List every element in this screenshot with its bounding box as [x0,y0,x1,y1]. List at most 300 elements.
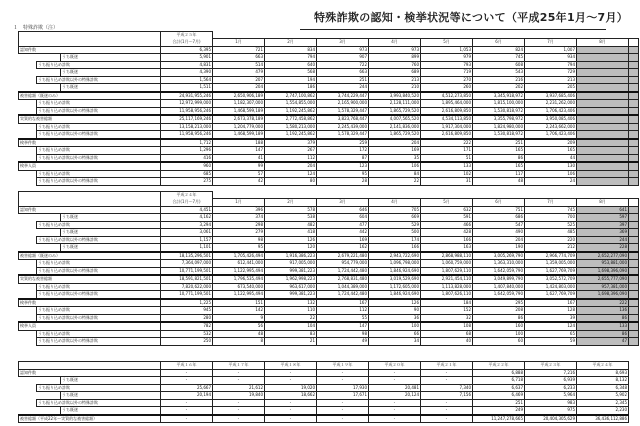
month-cell: 259 [317,139,369,147]
month-header: 7月 [525,39,577,47]
total-cell: 10,771,199,501 [161,267,213,275]
total-cell: 1,564 [161,76,213,84]
month-cell: 56 [213,322,265,330]
month-cell: 1,578,329,447 [317,131,369,139]
month-cell: 124 [525,322,577,330]
month-cell: 188 [213,139,265,147]
month-cell: 3,019,529,690 [369,275,421,283]
header-blank [19,32,161,47]
year-cell: - [317,399,369,407]
month-cell: 2,679,221,480 [317,252,369,260]
month-cell: 2,966,774,709 [525,252,577,260]
total-cell: 280 [161,314,213,322]
table-row [19,267,639,275]
month-cell: 210 [369,84,421,92]
month-cell [577,123,629,131]
year-cell: 20,124 [369,392,421,400]
year-header: 平成１８年 [265,362,317,370]
month-cell: 2,673,378,189 [213,115,265,123]
row-label: 実質的な被害総額 [19,275,161,283]
month-cell: 169 [317,236,369,244]
month-cell: 1,706,423,406 [525,107,577,115]
month-cell: 1,096,798,000 [369,260,421,268]
month-cell: 222 [421,139,473,147]
month-cell [629,252,639,260]
month-cell [577,147,629,155]
month-cell [629,170,639,178]
year-cell: 6,637 [473,384,525,392]
year-cell: 21,612 [213,384,265,392]
indent-spacer [19,178,37,186]
month-cell: 529 [369,221,421,229]
month-cell [629,131,639,139]
month-header: 8月 [577,39,629,47]
month-cell [629,221,639,229]
month-cell [629,244,639,252]
indent-spacer [37,377,61,385]
month-cell: 47 [577,338,629,346]
month-cell: 8 [213,338,265,346]
year-cell: 6,888 [473,369,525,377]
month-cell: 1,053 [421,46,473,54]
indent-spacer [19,107,37,115]
month-cell: 834 [265,46,317,54]
total-cell: 1,511 [161,84,213,92]
table-row [19,214,639,222]
month-cell: 1,182,307,000 [213,100,265,108]
month-cell: 39 [525,314,577,322]
month-cell: 110 [265,307,317,315]
month-cell: 899 [369,54,421,62]
month-cell: 597 [577,214,629,222]
month-cell: 83 [265,330,317,338]
month-cell [629,46,639,54]
month-cell: 1,917,304,000 [421,123,473,131]
table-row [19,283,639,291]
month-cell [629,291,639,299]
month-cell: 640 [265,61,317,69]
indent-spacer [19,267,37,275]
month-cell: 1,122,995,494 [213,267,265,275]
month-cell: 721 [213,46,265,54]
month-cell: 2,165,900,000 [317,100,369,108]
month-cell: 204 [369,139,421,147]
year-header: 平成２４年 [577,362,629,370]
row-label: 実質的な被害総額 [19,115,161,123]
month-cell: 1,554,855,000 [265,100,317,108]
total-cell: 7,364,097,000 [161,260,213,268]
table-row [19,244,639,252]
month-cell: 104 [265,322,317,330]
month-cell: 669 [369,214,421,222]
month-cell: 477 [317,221,369,229]
month-cell: 578 [265,206,317,214]
month-cell: 1,060,759,000 [421,260,473,268]
month-cell: 2,747,100,862 [265,92,317,100]
month-cell: 543 [473,69,525,77]
indent-spacer [19,170,37,178]
year-cell: 5,902 [577,392,629,400]
month-cell [629,260,639,268]
month-cell: 60 [473,338,525,346]
month-cell [577,84,629,92]
year-cell: 18,662 [265,392,317,400]
year-cell: - [161,399,213,407]
month-cell: 719 [421,69,473,77]
month-cell: 9 [213,314,265,322]
month-cell [577,162,629,170]
total-cell: 275 [161,178,213,186]
year-cell: - [421,377,473,385]
month-cell: 1,698,396,090 [577,267,629,275]
year-cell: 7,156 [421,392,473,400]
table-row [19,46,639,54]
row-label: 検挙件数 [19,299,161,307]
month-cell: 108 [421,322,473,330]
month-cell: 90 [369,307,421,315]
row-label: 検挙人員 [19,162,161,170]
month-cell: 379 [265,139,317,147]
month-cell: 1,824,980,000 [473,123,525,131]
month-cell: 1,724,442,480 [317,267,369,275]
month-cell: 279 [213,229,265,237]
month-cell [577,69,629,77]
indent-spacer [19,384,37,392]
table-row [19,131,639,139]
indent-spacer [19,84,37,92]
table-row [19,206,639,214]
table-row [19,162,639,170]
indent-spacer [19,69,37,77]
table-row [19,92,639,100]
month-cell: 4,007,565,520 [369,115,421,123]
row-label: うち振り込め詐欺 [37,123,161,131]
month-cell: 1,627,769,709 [525,291,577,299]
month-cell: 80 [265,178,317,186]
month-cell: 745 [473,54,525,62]
year-cell: 11,247,278,665 [473,415,525,423]
month-cell: 1,796,535,494 [213,275,265,283]
year-cell: - [213,369,265,377]
month-cell: 957,381,000 [577,283,629,291]
month-cell: 1,627,769,709 [525,267,577,275]
month-cell: 2,655,777,090 [577,275,629,283]
month-cell: 442 [317,229,369,237]
row-label: 検挙件数 [19,139,161,147]
month-cell: 1,113,828,000 [421,283,473,291]
month-cell: 98 [213,236,265,244]
month-cell: 106 [525,170,577,178]
header-blank [19,192,161,207]
month-cell: 142 [213,307,265,315]
month-header: 6月 [473,39,525,47]
month-cell: 1,807,626,110 [421,291,473,299]
year-cell: - [421,399,473,407]
month-cell: 1,895,464,000 [421,100,473,108]
month-cell: 1,580,213,000 [265,123,317,131]
month-cell: 244 [577,236,629,244]
month-header: 8月 [577,199,629,207]
month-cell: 32 [421,314,473,322]
month-header: 1月 [213,39,265,47]
month-cell [629,178,639,186]
table-row [19,69,639,77]
indent-spacer [37,229,61,237]
indent-spacer [19,244,37,252]
month-cell [629,162,639,170]
month-cell: 222 [577,299,629,307]
row-label: うち振り込め詐欺 [37,221,161,229]
year-cell: - [265,377,317,385]
month-cell: 3,993,840,520 [369,92,421,100]
month-cell: 194 [265,76,317,84]
month-cell: 1,846,924,690 [369,267,421,275]
month-cell: 2,616,809,850 [421,131,473,139]
row-label: うち振り込め詐欺 [37,147,161,155]
month-cell: 163 [421,244,473,252]
indent-spacer [19,291,37,299]
total-cell: 3,294 [161,221,213,229]
month-cell: 147 [213,147,265,155]
month-cell: 216 [473,76,525,84]
month-cell: 267 [265,147,317,155]
year-cell: 6,233 [525,384,577,392]
row-label: うち振り込め詐欺 [37,384,161,392]
table-row [19,377,629,385]
month-cell: 2,868,988,110 [421,252,473,260]
month-cell: 106 [369,162,421,170]
month-cell: 48 [473,178,525,186]
month-cell [629,267,639,275]
table-h25 [18,31,639,186]
month-cell: 604 [317,214,369,222]
total-cell: 3,061 [161,229,213,237]
header-row [19,192,639,199]
month-cell: 86 [473,314,525,322]
month-cell: 49 [317,338,369,346]
year-cell: - [265,407,317,415]
month-cell: 120 [265,244,317,252]
indent-spacer [37,244,61,252]
month-cell: 123 [317,162,369,170]
month-cell: 794 [265,54,317,62]
year-cell: - [421,407,473,415]
month-cell: 204 [473,236,525,244]
total-cell: 10,771,199,501 [161,291,213,299]
year-cell: 19,020 [265,384,317,392]
year-cell: 249 [473,407,525,415]
month-header: 4月 [369,39,421,47]
year-cell: - [421,369,473,377]
month-cell: 3,744,229,447 [317,92,369,100]
month-cell [629,123,639,131]
month-cell: 100 [473,330,525,338]
month-cell: 3,052,572,709 [525,275,577,283]
month-cell: 40 [421,338,473,346]
table-row [19,260,639,268]
header-blank [19,362,161,370]
year-cell: - [213,377,265,385]
indent-spacer [19,54,37,62]
month-cell [629,92,639,100]
month-cell: 824 [473,46,525,54]
month-cell [577,107,629,115]
month-cell: 228 [577,244,629,252]
month-header: 5月 [421,39,473,47]
month-header: 5月 [421,199,473,207]
month-cell: 66 [369,330,421,338]
indent-spacer [19,330,37,338]
month-cell: 689 [369,69,421,77]
indent-spacer [19,76,37,84]
row-label: 被害総額（既遂のみ） [19,252,161,260]
year-cell: 2,345 [577,399,629,407]
month-cell: 51 [421,154,473,162]
month-header [629,39,639,47]
month-cell: 514 [213,61,265,69]
row-label: うち既遂 [61,84,161,92]
month-cell [629,307,639,315]
month-cell: 418 [265,229,317,237]
indent-spacer [19,61,37,69]
month-cell [629,154,639,162]
month-cell: 745 [525,206,577,214]
month-cell: 1,363,310,000 [473,260,525,268]
month-cell [629,206,639,214]
month-cell: 1,846,924,690 [369,291,421,299]
month-cell: 174 [369,236,421,244]
table-row [19,229,639,237]
month-cell: 482 [265,221,317,229]
month-cell: 2,943,722,690 [369,252,421,260]
row-label: うち振り込め詐欺 [37,283,161,291]
table-row [19,338,639,346]
indent-spacer [19,283,37,291]
month-cell: 1,424,803,000 [525,283,577,291]
month-cell: 171 [421,147,473,155]
indent-spacer [37,84,61,92]
month-cell: 165 [473,147,525,155]
indent-spacer [37,214,61,222]
table-row [19,384,629,392]
year-cell: 17,671 [317,392,369,400]
month-cell [629,322,639,330]
indent-spacer [37,69,61,77]
month-cell: 2,921,454,110 [421,275,473,283]
month-cell: 102 [421,170,473,178]
year-label: 平成２４年 [161,192,213,199]
month-header: 6月 [473,199,525,207]
year-cell: - [265,399,317,407]
month-cell: 202 [473,84,525,92]
month-cell: 35 [369,154,421,162]
month-cell: 99 [213,162,265,170]
row-label: うち既遂 [61,244,161,252]
year-cell: - [317,377,369,385]
document-title: 特殊詐欺の認知・検挙状況等について（平成25年1月〜7月） [314,11,629,24]
month-cell: 1,865,729,520 [369,131,421,139]
month-cell: 999,381,223 [265,291,317,299]
table-row [19,330,639,338]
header-row [19,32,639,39]
month-cell [629,107,639,115]
total-cell: 18,135,296,501 [161,252,213,260]
month-cell: 133 [421,162,473,170]
month-cell: 167 [317,299,369,307]
total-cell: 13,158,213,000 [161,123,213,131]
total-cell: 11,958,956,246 [161,107,213,115]
year-cell: 20,194 [161,392,213,400]
total-cell: 18,591,821,501 [161,275,213,283]
month-cell: 374 [213,214,265,222]
total-cell: 416 [161,154,213,162]
month-cell: 172 [317,147,369,155]
month-cell: 4,512,273,850 [421,92,473,100]
total-cell: 685 [161,170,213,178]
month-cell: 2,141,836,000 [369,123,421,131]
table-row [19,76,639,84]
month-cell: 213 [525,76,577,84]
month-header: 7月 [525,199,577,207]
year-cell: 17,930 [317,384,369,392]
year-cell: - [369,369,421,377]
month-cell: 1,192,245,862 [265,131,317,139]
table-row [19,139,639,147]
month-cell: 204 [265,162,317,170]
year-cell: - [161,377,213,385]
month-cell [629,54,639,62]
year-cell: 2,230 [577,407,629,415]
month-cell [629,100,639,108]
month-cell: 2,652,277,090 [577,252,629,260]
month-cell: 500 [369,229,421,237]
month-cell [629,314,639,322]
year-cell: 6,718 [473,377,525,385]
year-header: 平成２３年 [525,362,577,370]
month-cell: 207 [213,76,265,84]
month-cell: 22 [369,178,421,186]
year-cell: 7,340 [421,384,473,392]
total-cell: 4,390 [161,69,213,77]
month-cell: 208 [473,307,525,315]
total-cell: 25,117,169,246 [161,115,213,123]
month-cell: 28 [317,178,369,186]
month-cell: 190 [473,244,525,252]
table-row [19,236,639,244]
month-cell: 34 [369,338,421,346]
month-cell: 205 [525,84,577,92]
month-cell: 112 [317,307,369,315]
table-row [19,123,639,131]
month-cell [629,330,639,338]
total-cell: 1,225 [161,299,213,307]
month-cell: 1,007 [525,46,577,54]
table-row [19,299,639,307]
month-cell: 953,881,000 [577,260,629,268]
month-cell: 1,122,995,494 [213,291,265,299]
month-cell: 2,231,262,000 [525,100,577,108]
month-cell: 1,916,386,223 [265,252,317,260]
month-cell: 1,192,245,862 [265,107,317,115]
table-row [19,221,639,229]
month-cell: 794 [525,61,577,69]
table-row [19,115,639,123]
month-cell: 44 [525,154,577,162]
month-cell: 525 [525,221,577,229]
month-cell: 1,172,605,000 [369,283,421,291]
year-cell: - [369,399,421,407]
month-cell [577,131,629,139]
